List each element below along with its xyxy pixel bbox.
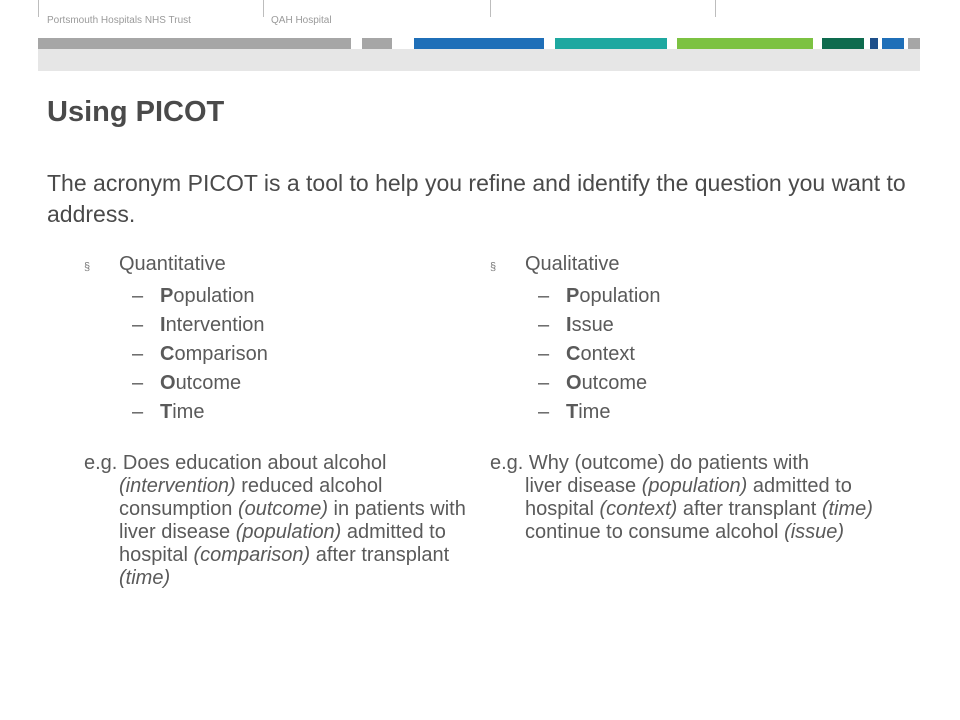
- list-heading: [84, 250, 504, 282]
- square-bullet-icon: §: [84, 261, 91, 273]
- list-item: – Population: [538, 285, 661, 307]
- list-item: – Time: [132, 401, 205, 423]
- list-heading: [490, 250, 910, 282]
- list-item: – Time: [538, 401, 611, 423]
- header-trust-name: Portsmouth Hospitals NHS Trust: [47, 15, 191, 26]
- intro-text: The acronym PICOT is a tool to help you refine and identify the question you want to address.: [47, 170, 906, 227]
- square-bullet-icon: §: [490, 261, 497, 273]
- quantitative-column: [84, 250, 504, 427]
- list-item: – Comparison: [132, 343, 268, 365]
- list-item: – Outcome: [538, 372, 648, 394]
- slide-title: Using PICOT: [47, 96, 225, 128]
- quantitative-example: e.g. Does education about alcohol (intervention) reduced alcohol consumption (outcome) in patients with liver disease (population) admitted to hospital (comparison) after transplant (time): [84, 452, 466, 589]
- header-divider: [490, 0, 491, 17]
- list-item: – Context: [538, 343, 635, 365]
- list-item: – Outcome: [132, 372, 242, 394]
- header-divider: [263, 0, 264, 17]
- heading-label: Qualitative: [525, 253, 620, 275]
- list-item: – Intervention: [132, 314, 265, 336]
- header-divider: [38, 0, 39, 17]
- qualitative-example: e.g. Why (outcome) do patients with liver disease (population) admitted to hospital (context) after transplant (time) continue to consume alcohol (issue): [490, 452, 873, 543]
- header-hospital-name: QAH Hospital: [271, 15, 332, 26]
- list-item: – Population: [132, 285, 255, 307]
- qualitative-column: [490, 250, 910, 427]
- heading-label: Quantitative: [119, 253, 226, 275]
- list-item: – Issue: [538, 314, 614, 336]
- header-divider: [715, 0, 716, 17]
